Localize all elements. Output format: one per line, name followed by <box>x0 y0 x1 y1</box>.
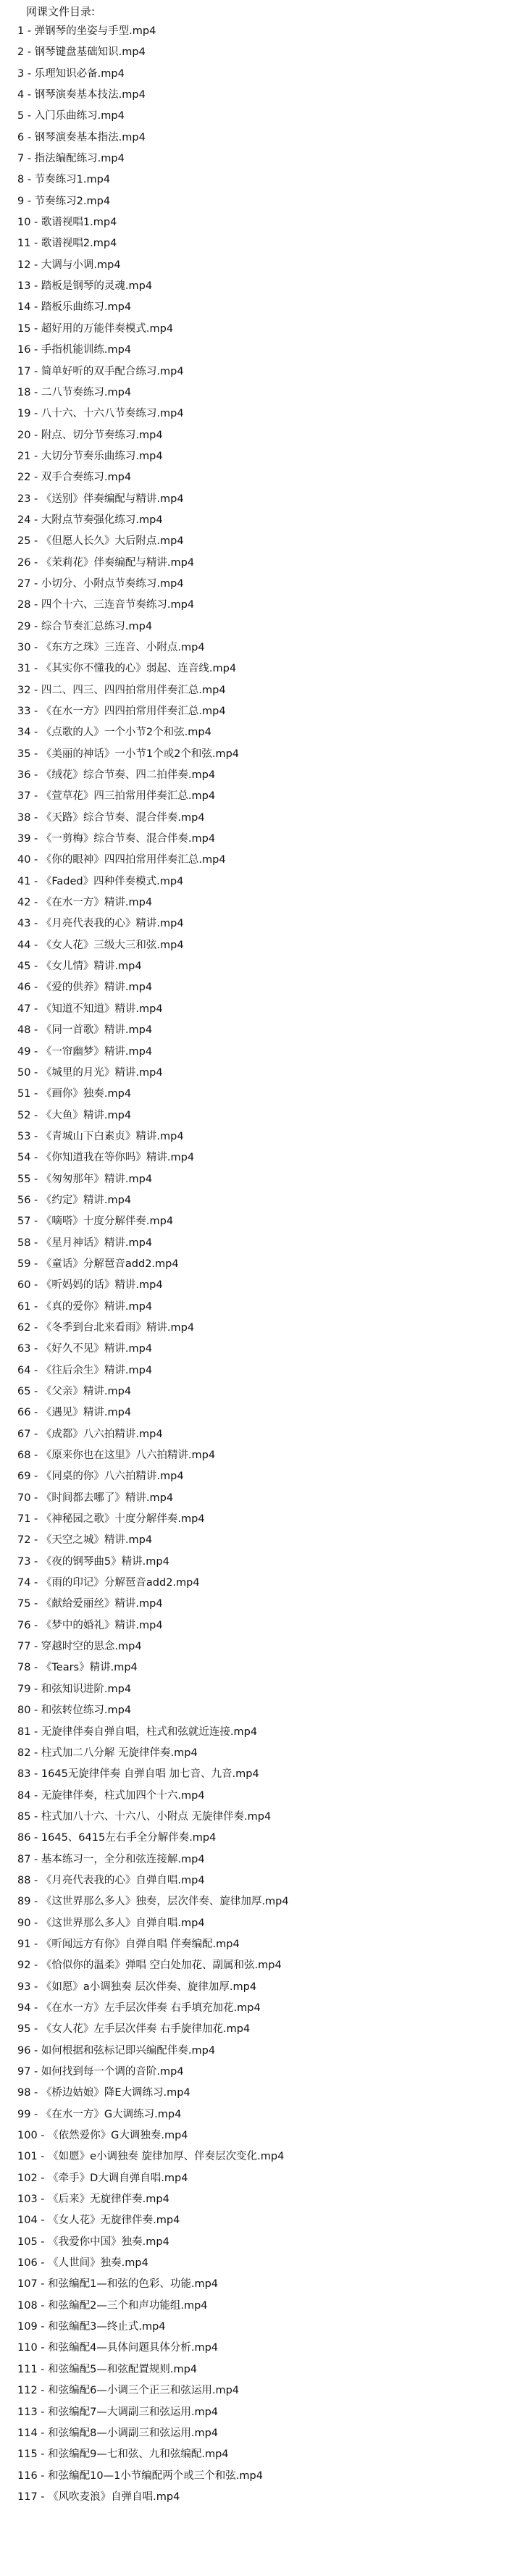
file-list-item: 91 - 《听闻远方有你》自弹自唱 伴奏编配.mp4 <box>17 1938 240 1950</box>
file-list-item: 86 - 1645、6415左右手全分解伴奏.mp4 <box>17 1832 217 1844</box>
file-list-item: 11 - 歌谱视唱2.mp4 <box>17 238 117 250</box>
file-list-item: 47 - 《知道不知道》精讲.mp4 <box>17 1003 163 1015</box>
file-list-item: 39 - 《一剪梅》综合节奏、混合伴奏.mp4 <box>17 833 216 845</box>
file-list-item: 103 - 《后来》无旋律伴奏.mp4 <box>17 2194 169 2206</box>
file-list-item: 83 - 1645无旋律伴奏 自弹自唱 加七音、九音.mp4 <box>17 1768 259 1781</box>
file-list-item: 23 - 《送别》伴奏编配与精讲.mp4 <box>17 493 184 505</box>
file-list-item: 69 - 《同桌的你》八六拍精讲.mp4 <box>17 1471 184 1483</box>
file-list-item: 46 - 《爱的供养》精讲.mp4 <box>17 982 153 994</box>
file-list-item: 111 - 和弦编配5—和弦配置规则.mp4 <box>17 2363 198 2375</box>
file-list-item: 57 - 《嘀嗒》十度分解伴奏.mp4 <box>17 1216 174 1228</box>
file-list-item: 49 - 《一帘幽梦》精讲.mp4 <box>17 1045 153 1058</box>
file-list-item: 29 - 综合节奏汇总练习.mp4 <box>17 620 153 632</box>
file-list-item: 63 - 《好久不见》精讲.mp4 <box>17 1343 153 1355</box>
file-list-item: 84 - 无旋律伴奏，柱式加四个十六.mp4 <box>17 1789 205 1802</box>
file-list-item: 22 - 双手合奏练习.mp4 <box>17 472 132 484</box>
file-list-item: 14 - 踏板乐曲练习.mp4 <box>17 301 132 314</box>
file-list-item: 64 - 《往后余生》精讲.mp4 <box>17 1364 153 1376</box>
file-list-item: 45 - 《女儿情》精讲.mp4 <box>17 961 142 973</box>
file-list-item: 82 - 柱式加二八分解 无旋律伴奏.mp4 <box>17 1747 198 1759</box>
file-list-item: 110 - 和弦编配4—具体问题具体分析.mp4 <box>17 2342 219 2354</box>
file-list-item: 25 - 《但愿人长久》大后附点.mp4 <box>17 535 184 548</box>
file-list-item: 42 - 《在水一方》精讲.mp4 <box>17 897 153 909</box>
file-list-item: 85 - 柱式加八十六、十六八、小附点 无旋律伴奏.mp4 <box>17 1810 272 1823</box>
file-list-item: 17 - 简单好听的双手配合练习.mp4 <box>17 365 184 377</box>
file-list-item: 54 - 《你知道我在等你吗》精讲.mp4 <box>17 1152 195 1164</box>
file-list-item: 30 - 《东方之珠》三连音、小附点.mp4 <box>17 641 205 653</box>
file-list-item: 114 - 和弦编配8—小调副三和弦运用.mp4 <box>17 2427 219 2439</box>
file-list-item: 18 - 二八节奏练习.mp4 <box>17 386 132 398</box>
file-list-item: 117 - 《风吹麦浪》自弹自唱.mp4 <box>17 2491 180 2503</box>
file-list-item: 58 - 《星月神话》精讲.mp4 <box>17 1237 153 1249</box>
file-list-item: 10 - 歌谱视唱1.mp4 <box>17 217 117 229</box>
file-list-item: 12 - 大调与小调.mp4 <box>17 259 121 271</box>
file-list-item: 73 - 《夜的钢琴曲5》精讲.mp4 <box>17 1555 169 1568</box>
file-list-item: 26 - 《茉莉花》伴奏编配与精讲.mp4 <box>17 556 195 569</box>
file-list-item: 8 - 节奏练习1.mp4 <box>17 174 111 186</box>
file-list-item: 89 - 《这世界那么多人》独奏，层次伴奏、旋律加厚.mp4 <box>17 1896 289 1908</box>
file-list-item: 53 - 《青城山下白素贞》精讲.mp4 <box>17 1130 184 1142</box>
file-list-item: 90 - 《这世界那么多人》自弹自唱.mp4 <box>17 1917 205 1929</box>
file-list-item: 105 - 《我爱你中国》独奏.mp4 <box>17 2236 169 2248</box>
file-list-item: 48 - 《同一首歌》精讲.mp4 <box>17 1024 153 1037</box>
file-list-item: 20 - 附点、切分节奏练习.mp4 <box>17 429 163 441</box>
file-list-item: 1 - 弹钢琴的坐姿与手型.mp4 <box>17 25 156 37</box>
file-list-item: 32 - 四二、四三、四四拍常用伴奏汇总.mp4 <box>17 684 226 696</box>
file-list-item: 50 - 《城里的月光》精讲.mp4 <box>17 1066 163 1079</box>
file-list-item: 67 - 《成都》八六拍精讲.mp4 <box>17 1428 163 1440</box>
file-list-item: 76 - 《梦中的婚礼》精讲.mp4 <box>17 1619 163 1631</box>
file-list-item: 92 - 《恰似你的温柔》弹唱 空白处加花、副属和弦.mp4 <box>17 1960 282 1972</box>
file-list-item: 61 - 《真的爱你》精讲.mp4 <box>17 1300 153 1313</box>
file-list-item: 99 - 《在水一方》G大调练习.mp4 <box>17 2108 182 2120</box>
file-list-item: 13 - 踏板是钢琴的灵魂.mp4 <box>17 280 153 293</box>
file-list-item: 79 - 和弦知识进阶.mp4 <box>17 1683 132 1695</box>
file-list-item: 56 - 《约定》精讲.mp4 <box>17 1194 132 1206</box>
file-list-item: 77 - 穿越时空的思念.mp4 <box>17 1641 142 1653</box>
file-list-item: 35 - 《美丽的神话》一小节1个或2个和弦.mp4 <box>17 748 240 760</box>
file-list-item: 108 - 和弦编配2—三个和声功能组.mp4 <box>17 2299 208 2312</box>
file-list-item: 37 - 《萱草花》四三拍常用伴奏汇总.mp4 <box>17 790 216 803</box>
file-list-item: 75 - 《献给爱丽丝》精讲.mp4 <box>17 1598 163 1610</box>
file-list-item: 19 - 八十六、十六八节奏练习.mp4 <box>17 408 184 420</box>
file-list-item: 95 - 《女人花》左手层次伴奏 右手旋律加花.mp4 <box>17 2023 251 2036</box>
file-list-item: 94 - 《在水一方》左手层次伴奏 右手填充加花.mp4 <box>17 2002 261 2014</box>
file-list-item: 81 - 无旋律伴奏自弹自唱，柱式和弦就近连接.mp4 <box>17 1726 258 1738</box>
file-list-item: 87 - 基本练习一，全分和弦连接解.mp4 <box>17 1853 205 1865</box>
file-list <box>17 21 495 2508</box>
file-list-item: 102 - 《牵手》D大调自弹自唱.mp4 <box>17 2172 188 2184</box>
file-list-item: 34 - 《点歌的人》一个小节2个和弦.mp4 <box>17 727 211 739</box>
file-list-item: 97 - 如何找到每一个调的音阶.mp4 <box>17 2066 184 2078</box>
file-list-item: 31 - 《其实你不懂我的心》弱起、连音线.mp4 <box>17 663 237 675</box>
file-list-item: 107 - 和弦编配1—和弦的色彩、功能.mp4 <box>17 2278 219 2291</box>
file-list-item: 27 - 小切分、小附点节奏练习.mp4 <box>17 577 184 590</box>
file-list-item: 80 - 和弦转位练习.mp4 <box>17 1705 132 1717</box>
file-list-item: 2 - 钢琴键盘基础知识.mp4 <box>17 46 146 59</box>
file-list-item: 74 - 《雨的印记》分解琶音add2.mp4 <box>17 1577 200 1589</box>
file-list-item: 16 - 手指机能训练.mp4 <box>17 344 132 356</box>
file-list-item: 9 - 节奏练习2.mp4 <box>17 195 111 207</box>
file-list-item: 96 - 如何根据和弦标记即兴编配伴奏.mp4 <box>17 2044 216 2057</box>
file-list-item: 41 - 《Faded》四种伴奏模式.mp4 <box>17 875 184 887</box>
file-directory-document <box>17 3 495 2508</box>
file-list-item: 106 - 《人世间》独奏.mp4 <box>17 2257 148 2270</box>
file-list-item: 66 - 《遇见》精讲.mp4 <box>17 1407 132 1419</box>
file-list-item: 40 - 《你的眼神》四四拍常用伴奏汇总.mp4 <box>17 854 226 866</box>
file-list-item: 88 - 《月亮代表我的心》自弹自唱.mp4 <box>17 1874 205 1886</box>
file-list-item: 104 - 《女人花》无旋律伴奏.mp4 <box>17 2215 180 2227</box>
directory-title: 网课文件目录: <box>26 5 96 18</box>
file-list-item: 112 - 和弦编配6—小调三个正三和弦运用.mp4 <box>17 2385 240 2397</box>
file-list-item: 113 - 和弦编配7—大调副三和弦运用.mp4 <box>17 2406 219 2418</box>
file-list-item: 55 - 《匆匆那年》精讲.mp4 <box>17 1173 153 1185</box>
file-list-item: 33 - 《在水一方》四四拍常用伴奏汇总.mp4 <box>17 706 226 717</box>
file-list-item: 72 - 《天空之城》精讲.mp4 <box>17 1534 153 1547</box>
file-list-item: 98 - 《桥边姑娘》降E大调练习.mp4 <box>17 2087 190 2099</box>
file-list-item: 24 - 大附点节奏强化练习.mp4 <box>17 514 163 526</box>
file-list-item: 115 - 和弦编配9—七和弦、九和弦编配.mp4 <box>17 2449 229 2461</box>
file-list-item: 52 - 《大鱼》精讲.mp4 <box>17 1109 132 1121</box>
file-list-item: 43 - 《月亮代表我的心》精讲.mp4 <box>17 918 184 930</box>
file-list-item: 3 - 乐理知识必备.mp4 <box>17 67 125 80</box>
file-list-item: 28 - 四个十六、三连音节奏练习.mp4 <box>17 599 195 611</box>
file-list-item: 65 - 《父亲》精讲.mp4 <box>17 1386 132 1397</box>
file-list-item: 44 - 《女人花》三级大三和弦.mp4 <box>17 939 184 951</box>
file-list-item: 7 - 指法编配练习.mp4 <box>17 153 125 165</box>
file-list-item: 4 - 钢琴演奏基本技法.mp4 <box>17 89 146 101</box>
file-list-item: 71 - 《神秘园之歌》十度分解伴奏.mp4 <box>17 1513 205 1526</box>
file-list-item: 36 - 《绒花》综合节奏、四二拍伴奏.mp4 <box>17 769 216 782</box>
file-list-item: 5 - 入门乐曲练习.mp4 <box>17 110 125 122</box>
file-list-item: 38 - 《天路》综合节奏、混合伴奏.mp4 <box>17 811 205 824</box>
file-list-item: 68 - 《原来你也在这里》八六拍精讲.mp4 <box>17 1450 216 1462</box>
file-list-item: 93 - 《如愿》a小调独奏 层次伴奏、旋律加厚.mp4 <box>17 1981 257 1993</box>
file-list-item: 62 - 《冬季到台北来看雨》精讲.mp4 <box>17 1321 195 1334</box>
file-list-item: 59 - 《童话》分解琶音add2.mp4 <box>17 1258 179 1270</box>
file-list-item: 70 - 《时间都去哪了》精讲.mp4 <box>17 1492 174 1504</box>
file-list-item: 78 - 《Tears》精讲.mp4 <box>17 1662 138 1674</box>
file-list-item: 60 - 《听妈妈的话》精讲.mp4 <box>17 1279 163 1292</box>
file-list-item: 15 - 超好用的万能伴奏模式.mp4 <box>17 322 174 335</box>
file-list-item: 100 - 《依然爱你》G大调独奏.mp4 <box>17 2130 188 2142</box>
file-list-item: 51 - 《画你》独奏.mp4 <box>17 1088 132 1100</box>
file-list-item: 109 - 和弦编配3—终止式.mp4 <box>17 2321 166 2333</box>
file-list-item: 6 - 钢琴演奏基本指法.mp4 <box>17 131 146 143</box>
file-list-item: 21 - 大切分节奏乐曲练习.mp4 <box>17 450 163 462</box>
file-list-item: 101 - 《如愿》e小调独奏 旋律加厚、伴奏层次变化.mp4 <box>17 2151 285 2163</box>
file-list-item: 116 - 和弦编配10—1小节编配两个或三个和弦.mp4 <box>17 2470 263 2482</box>
